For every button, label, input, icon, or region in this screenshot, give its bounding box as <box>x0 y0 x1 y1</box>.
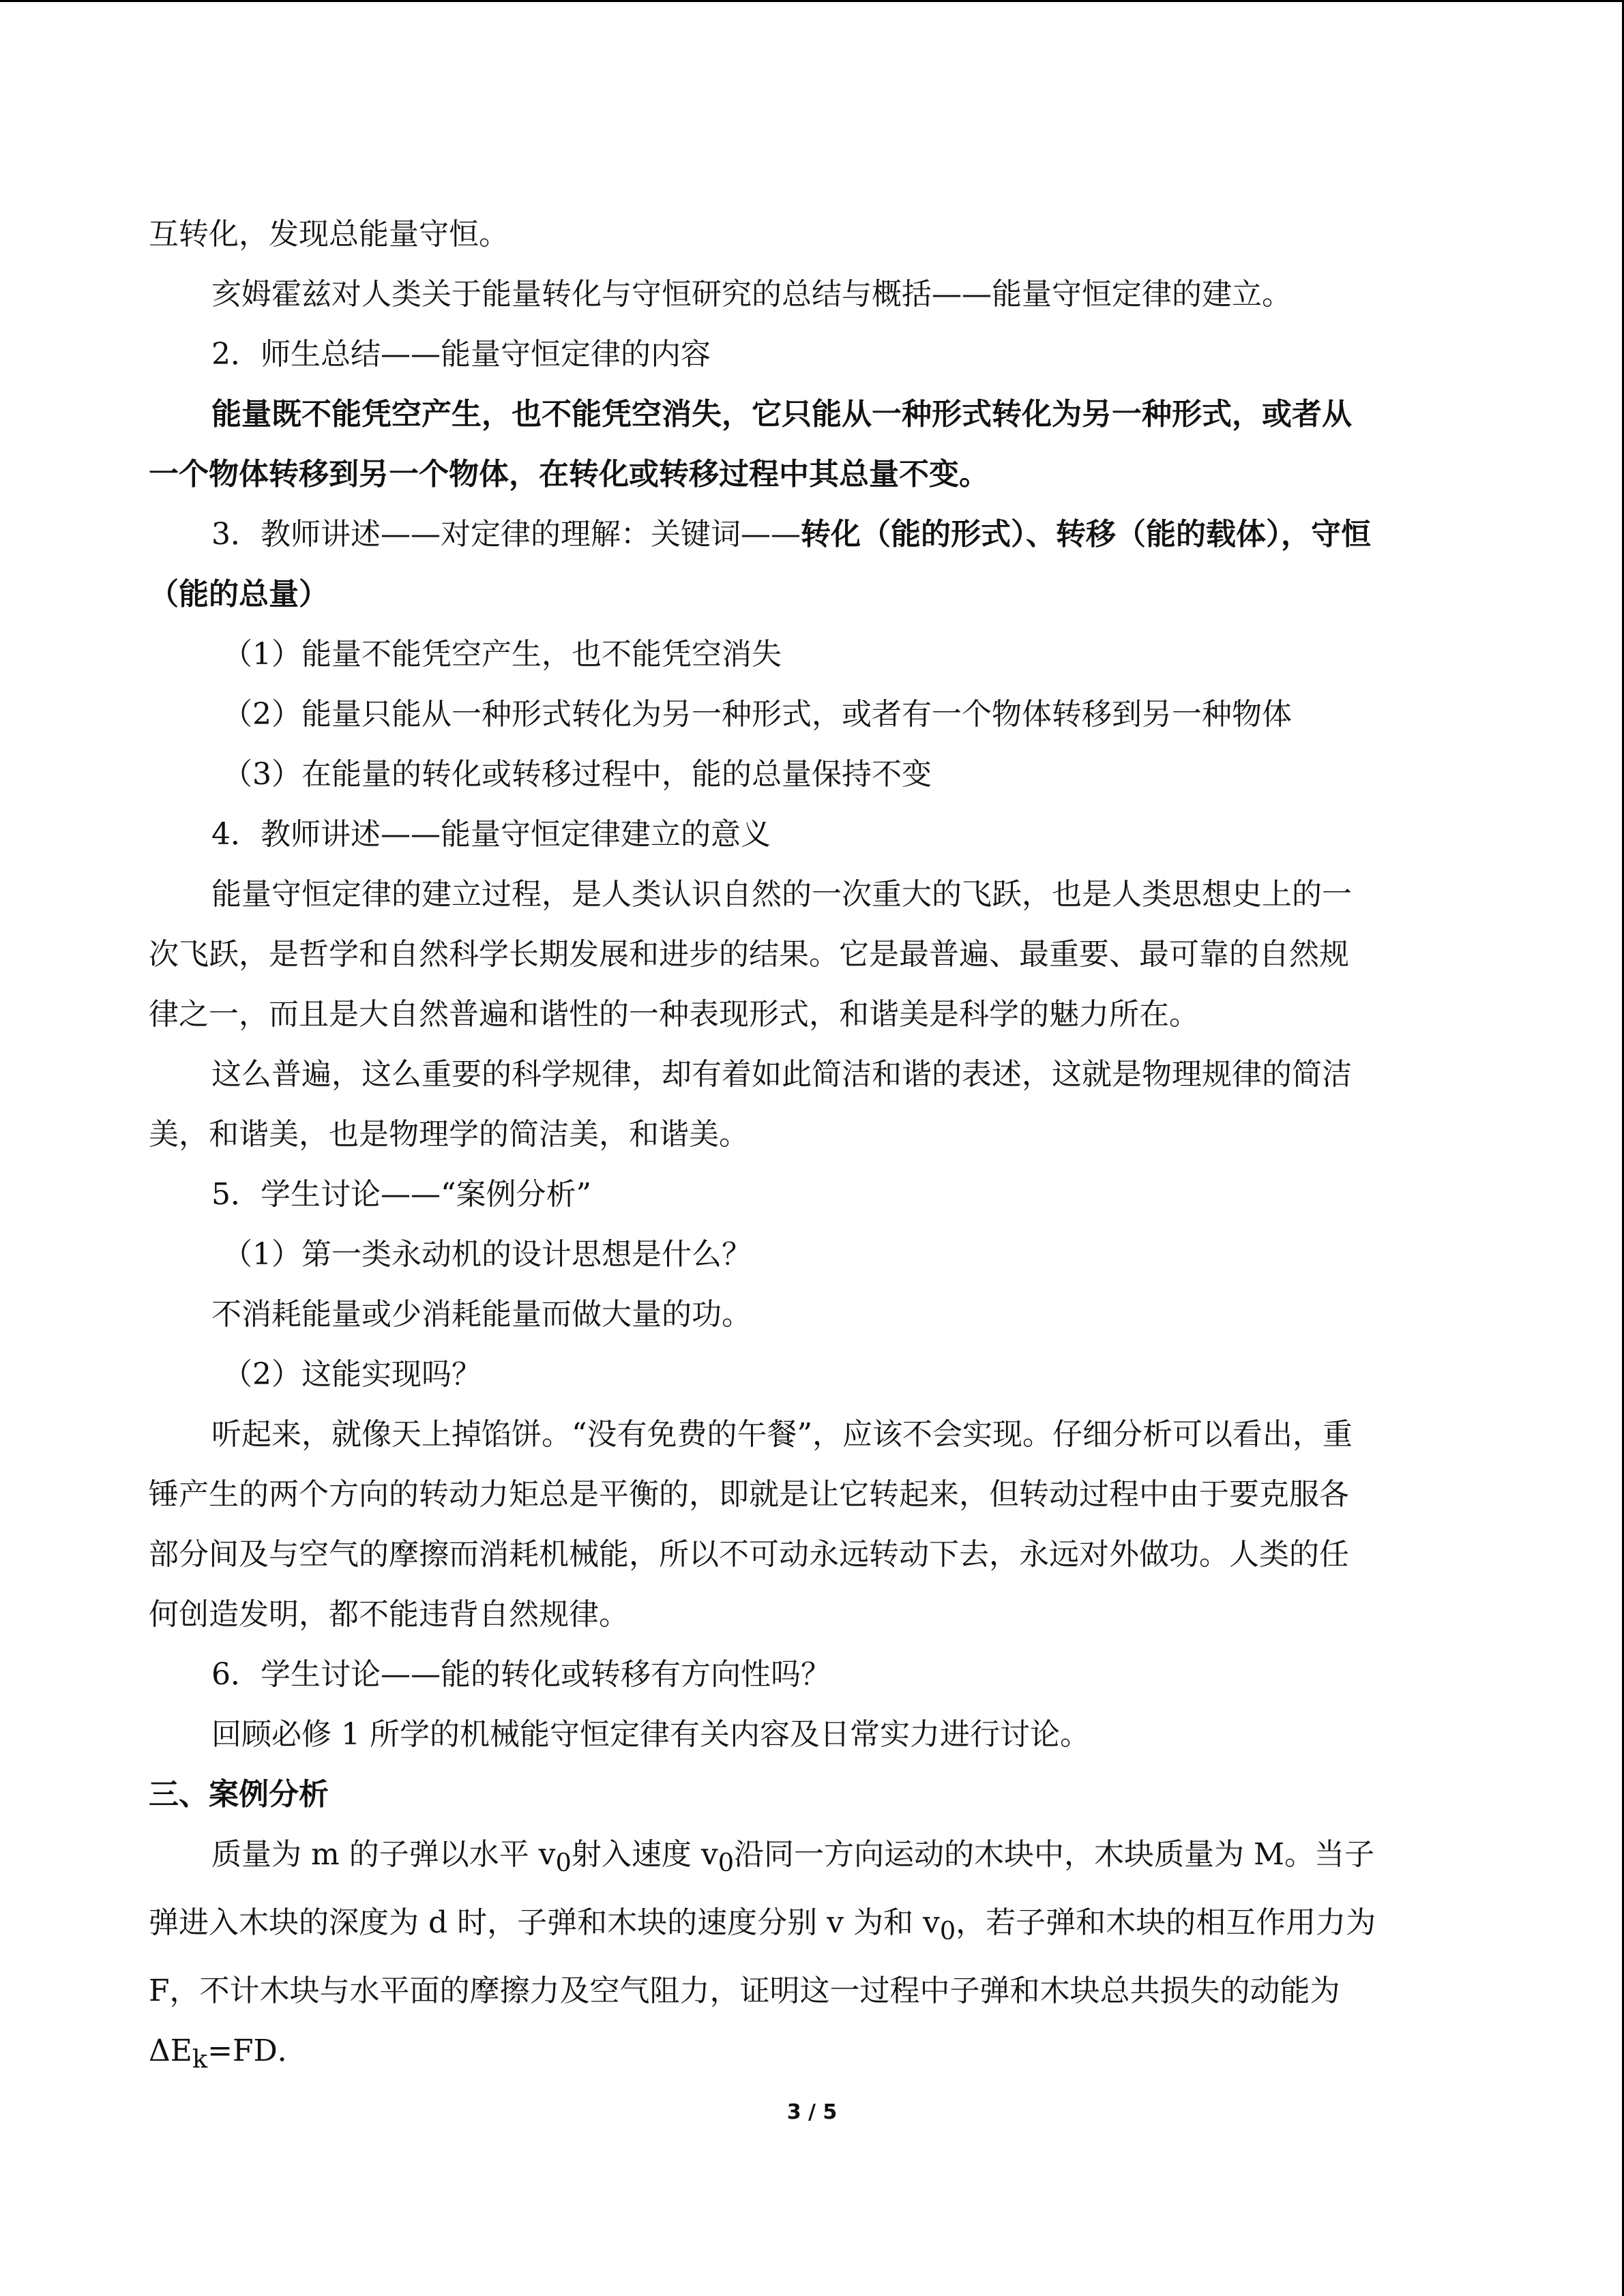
list-item: （3）在能量的转化或转移过程中，能的总量保持不变 <box>222 757 932 792</box>
section-item-4: 4．教师讲述——能量守恒定律建立的意义 <box>211 817 771 852</box>
list-item: （1）第一类永动机的设计思想是什么？ <box>222 1237 752 1272</box>
section-heading: 三、案例分析 <box>149 1777 329 1812</box>
problem-text: 弹进入木块的深度为 d 时，子弹和木块的速度分别 v 为和 $v_0$，若子弹和木块的相互作用力为 <box>149 1905 1376 1945</box>
text-line: 回顾必修 1 所学的机械能守恒定律有关内容及日常实力进行讨论。 <box>211 1717 1090 1752</box>
text-line: 不消耗能量或少消耗能量而做大量的功。 <box>211 1297 752 1332</box>
problem-text: $\Delta E_k=FD$． <box>149 2033 308 2074</box>
list-item: （1）能量不能凭空产生，也不能凭空消失 <box>222 637 782 672</box>
law-statement-cont: 一个物体转移到另一个物体，在转化或转移过程中其总量不变。 <box>149 457 989 492</box>
text-line: 这么普遍，这么重要的科学规律，却有着如此简洁和谐的表述，这就是物理规律的简洁 <box>211 1057 1352 1092</box>
section-item-3: 3．教师讲述——对定律的理解：关键词——转化（能的形式）、转移（能的载体），守恒 <box>211 517 1371 552</box>
text-line: 锤产生的两个方向的转动力矩总是平衡的，即就是让它转起来，但转动过程中由于要克服各 <box>149 1477 1349 1512</box>
list-item: （2）这能实现吗？ <box>222 1357 482 1392</box>
text-line: 听起来，就像天上掉馅饼。“没有免费的午餐”，应该不会实现。仔细分析可以看出，重 <box>211 1417 1353 1452</box>
section-item-2: 2．师生总结——能量守恒定律的内容 <box>211 337 711 372</box>
page-number: 3 / 5 <box>786 2100 838 2124</box>
list-item: （2）能量只能从一种形式转化为另一种形式，或者有一个物体转移到另一种物体 <box>222 697 1292 732</box>
section-item-5: 5．学生讨论——“案例分析” <box>211 1177 591 1212</box>
text-line: 何创造发明，都不能违背自然规律。 <box>149 1597 629 1632</box>
section-item-3-cont: （能的总量） <box>149 577 329 612</box>
text-line: 律之一，而且是大自然普遍和谐性的一种表现形式，和谐美是科学的魅力所在。 <box>149 997 1199 1032</box>
text-line: 次飞跃，是哲学和自然科学长期发展和进步的结果。它是最普遍、最重要、最可靠的自然规 <box>149 937 1349 972</box>
text-line: 亥姆霍兹对人类关于能量转化与守恒研究的总结与概括——能量守恒定律的建立。 <box>211 277 1292 312</box>
problem-text: 质量为 m 的子弹以水平 $v_0$射入速度 $v_0$沿同一方向运动的木块中，木块质量为 M。当子 <box>211 1837 1375 1877</box>
problem-text: F，不计木块与水平面的摩擦力及空气阻力，证明这一过程中子弹和木块总共损失的动能为 <box>149 1973 1340 2008</box>
page-top-border <box>0 0 1624 2</box>
text-line: 部分间及与空气的摩擦而消耗机械能，所以不可动永远转动下去，永远对外做功。人类的任 <box>149 1537 1349 1572</box>
text-line: 互转化，发现总能量守恒。 <box>149 217 509 252</box>
document-body <box>149 205 1475 2089</box>
section-item-6: 6．学生讨论——能的转化或转移有方向性吗？ <box>211 1657 831 1692</box>
text-line: 美，和谐美，也是物理学的简洁美，和谐美。 <box>149 1117 749 1152</box>
law-statement: 能量既不能凭空产生，也不能凭空消失，它只能从一种形式转化为另一种形式，或者从 <box>211 397 1352 432</box>
text-line: 能量守恒定律的建立过程，是人类认识自然的一次重大的飞跃，也是人类思想史上的一 <box>211 877 1352 912</box>
